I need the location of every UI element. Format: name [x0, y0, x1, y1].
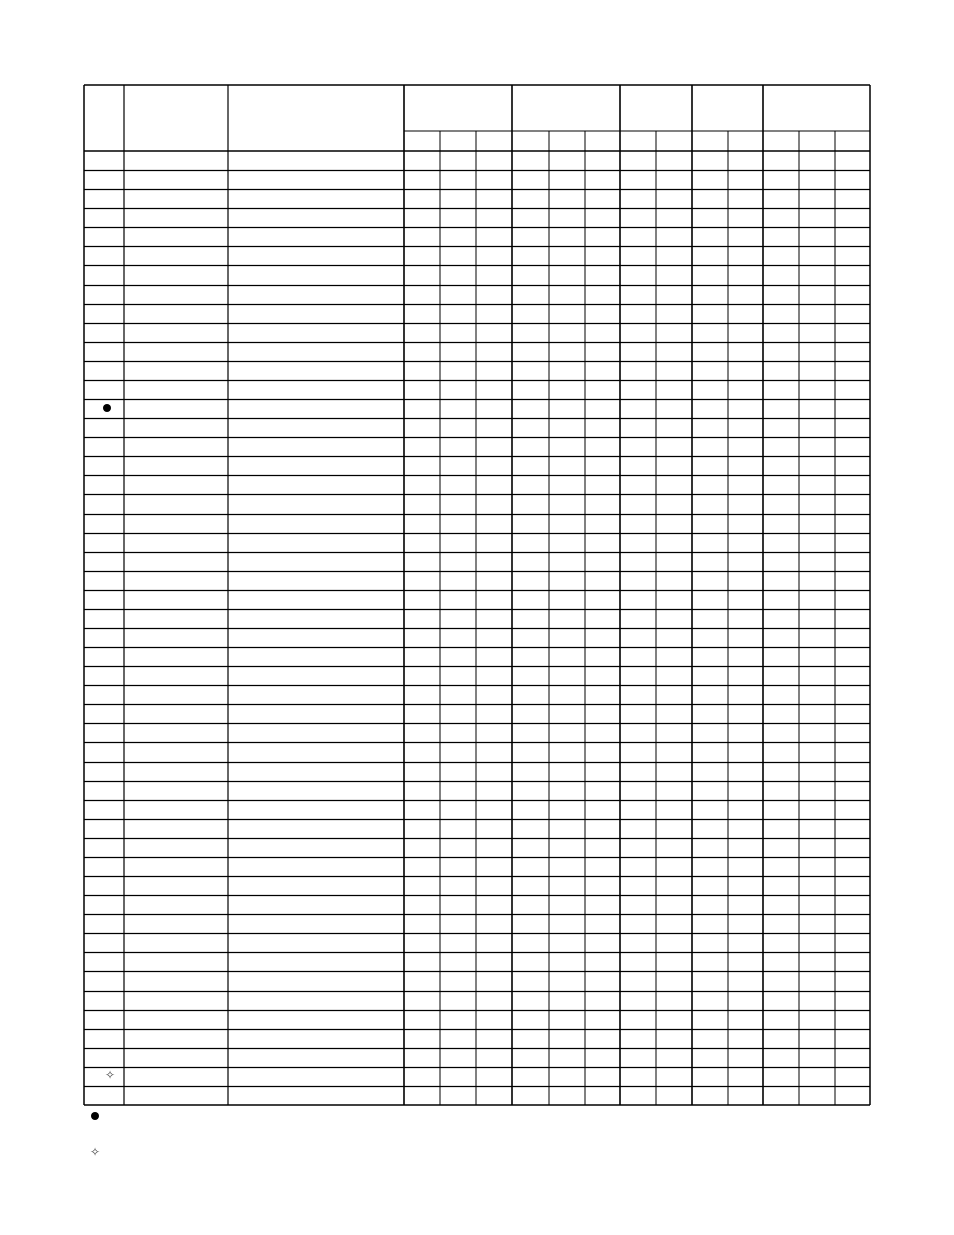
- row-48-four-point-star-icon: ✧: [105, 1068, 116, 1082]
- legend-filled-circle-icon: [91, 1112, 99, 1120]
- row-13-filled-circle-icon: [103, 404, 111, 412]
- legend-four-point-star-icon: ✧: [90, 1145, 101, 1159]
